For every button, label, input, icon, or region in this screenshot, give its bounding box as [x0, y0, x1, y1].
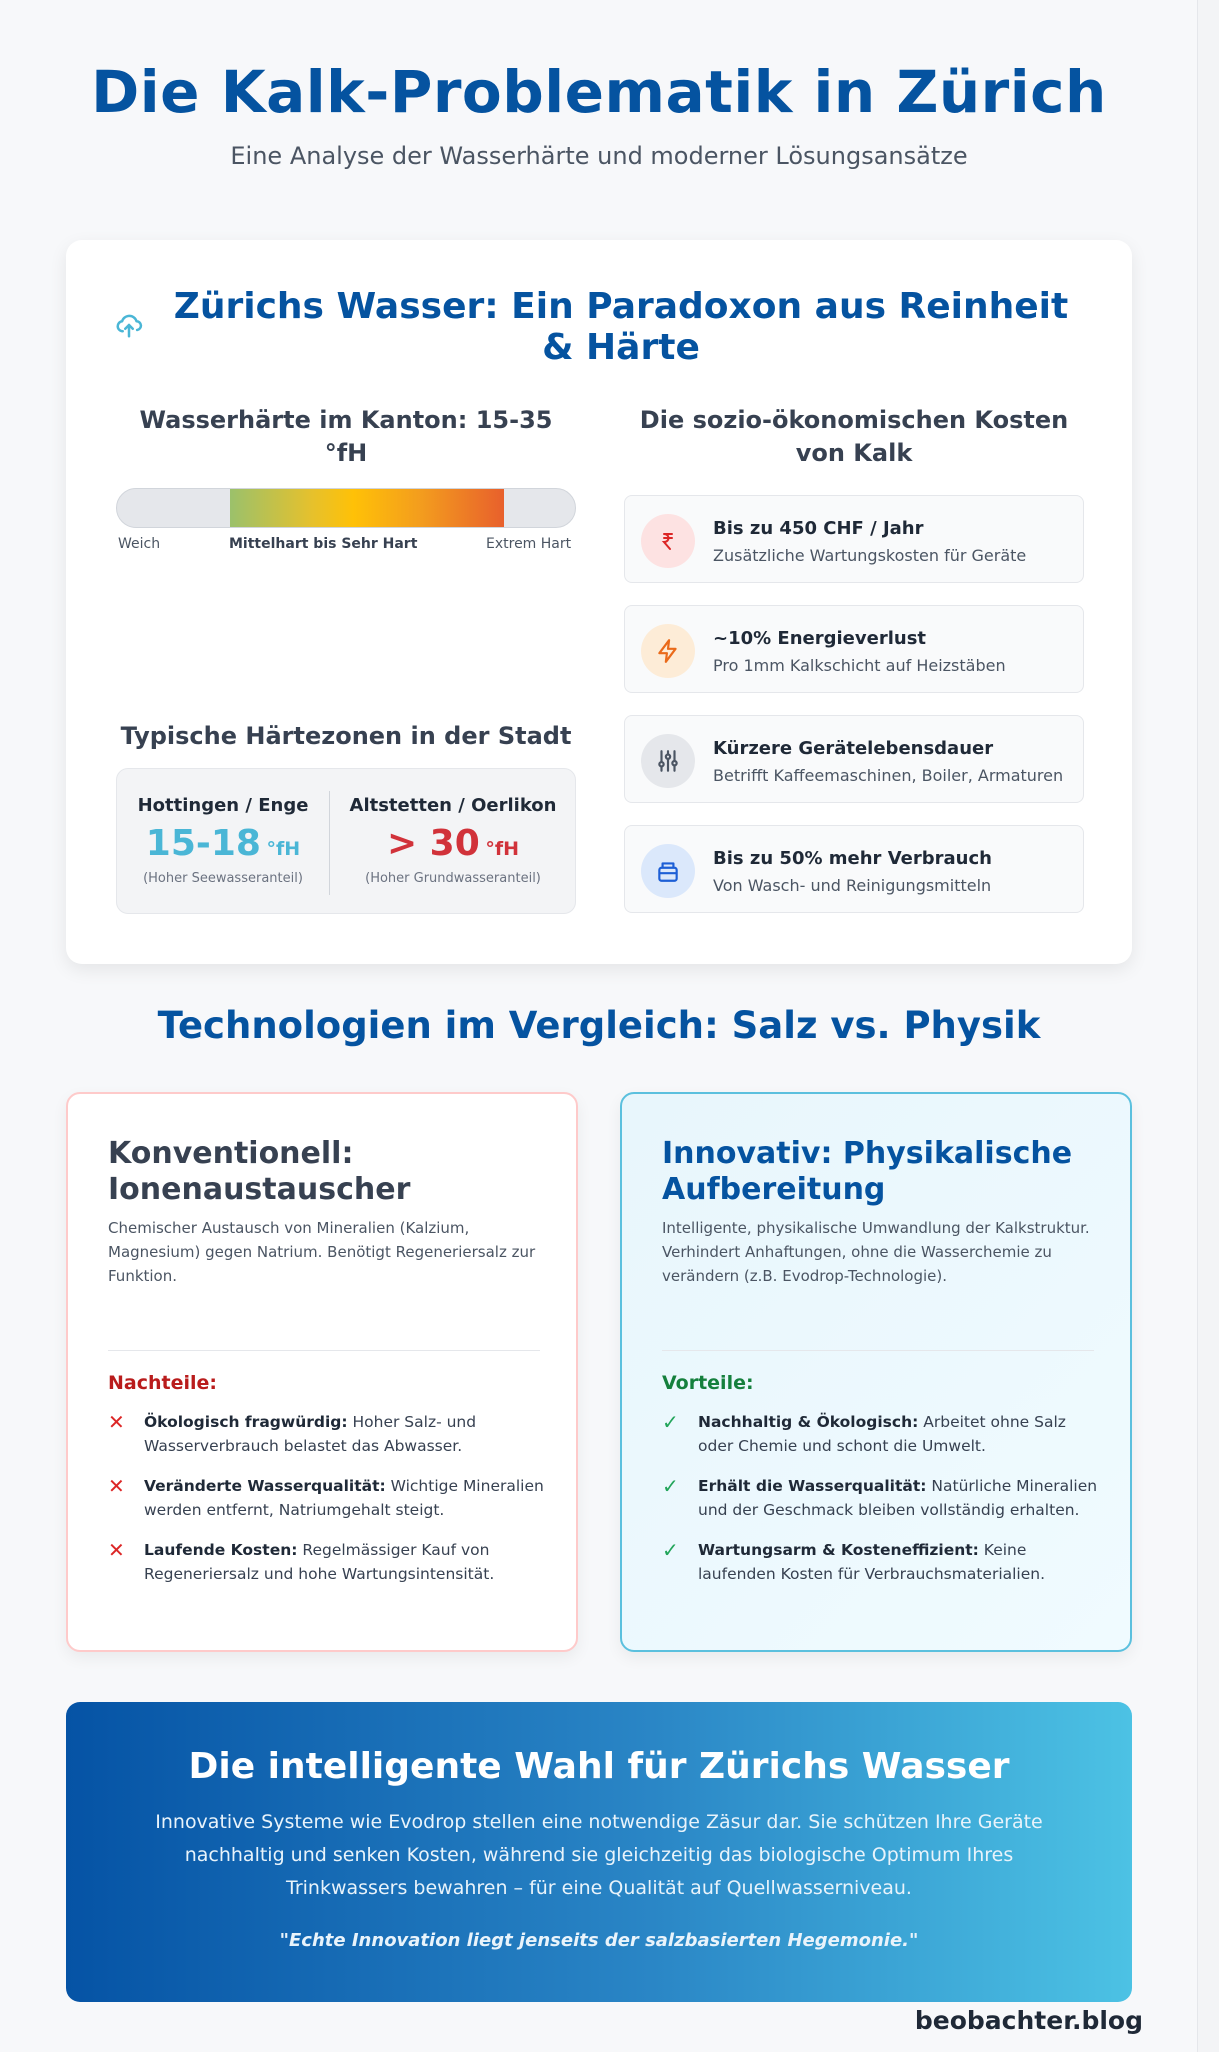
cost-item-maintenance [624, 495, 1084, 583]
advantages-heading: Vorteile: [662, 1372, 754, 1394]
list-item: ✕ Veränderte Wasserqualität: Wichtige Mineralien werden entfernt, Natriumgehalt steigt. [108, 1474, 544, 1519]
conclusion-title: Die intelligente Wahl für Zürichs Wasser [188, 1746, 1010, 1787]
zone-hottingen [117, 769, 329, 915]
zone-note: (Hoher Grundwasseranteil) [365, 871, 541, 886]
detergent-icon [641, 844, 695, 898]
advantages-list [662, 1410, 1102, 1602]
check-icon: ✓ [662, 1474, 679, 1498]
disadvantages-heading: Nachteile: [108, 1372, 217, 1394]
page-title: Die Kalk-Problematik in Zürich [91, 58, 1107, 126]
conventional-title: Konventionell: Ionenaustauscher [108, 1136, 411, 1207]
cost-desc: Zusätzliche Wartungskosten für Geräte [713, 546, 1027, 565]
list-item: ✕ Laufende Kosten: Regelmässiger Kauf von Regeneriersalz und hohe Wartungsintensität. [108, 1538, 495, 1583]
costs-title: Die sozio-ökonomischen Kosten von Kalk [639, 406, 1069, 467]
cost-item-lifespan [624, 715, 1084, 803]
conventional-card [66, 1092, 578, 1652]
check-icon: ✓ [662, 1538, 679, 1562]
conclusion-banner [66, 1702, 1132, 2002]
lightning-icon [641, 624, 695, 678]
sliders-icon [641, 734, 695, 788]
innovative-title: Innovativ: Physikalische Aufbereitung [662, 1136, 1073, 1207]
disadvantages-list [108, 1410, 548, 1602]
cloud-upload-icon [114, 310, 144, 340]
overview-title: Zürichs Wasser: Ein Paradoxon aus Reinheit & Härte [173, 286, 1069, 368]
cost-title: Kürzere Gerätelebensdauer [713, 738, 994, 759]
hardness-title: Wasserhärte im Kanton: 15-35 °fH [139, 406, 553, 467]
zone-name: Hottingen / Enge [137, 795, 309, 816]
overview-card [66, 240, 1132, 964]
zone-name: Altstetten / Oerlikon [349, 795, 557, 816]
zone-note: (Hoher Seewasseranteil) [143, 871, 303, 886]
divider [662, 1350, 1094, 1351]
hardness-range-fill [230, 489, 504, 527]
cost-desc: Pro 1mm Kalkschicht auf Heizstäben [713, 656, 1006, 675]
scale-label-medium: Mittelhart bis Sehr Hart [229, 536, 418, 552]
hardness-scale-bar [116, 488, 576, 528]
conclusion-quote: "Echte Innovation liegt jenseits der salzbasierten Hegemonie." [279, 1930, 919, 1951]
conclusion-body: Innovative Systeme wie Evodrop stellen eine notwendige Zäsur dar. Sie schützen Ihre Geräte nachhaltig und senken Kosten, während sie gleichzeitig das biologische Optimum Ihres Trinkwassers bewahren – für eine Qualität auf Quellwasserniveau. [155, 1811, 1043, 1899]
cost-title: ~10% Energieverlust [713, 628, 927, 649]
zone-value: > 30 °fH [386, 823, 520, 864]
cost-title: Bis zu 450 CHF / Jahr [713, 518, 924, 539]
conventional-desc: Chemischer Austausch von Mineralien (Kalzium, Magnesium) gegen Natrium. Benötigt Regeneriersalz zur Funktion. [108, 1219, 536, 1285]
zone-divider [329, 791, 330, 895]
zone-value: 15-18 °fH [145, 823, 301, 864]
list-item: ✕ Ökologisch fragwürdig: Hoher Salz- und Wasserverbrauch belastet das Abwasser. [108, 1410, 477, 1455]
cost-desc: Von Wasch- und Reinigungsmitteln [713, 876, 992, 895]
brand-watermark: beobachter.blog [914, 2006, 1143, 2035]
zone-altstetten [343, 769, 563, 915]
page-subtitle: Eine Analyse der Wasserhärte und moderner Lösungsansätze [230, 142, 968, 170]
zones-box [116, 768, 576, 914]
innovative-desc: Intelligente, physikalische Umwandlung der Kalkstruktur. Verhindert Anhaftungen, ohne die Wasserchemie zu verändern (z.B. Evodrop-Technologie). [662, 1219, 1090, 1285]
divider [108, 1350, 540, 1351]
zones-title: Typische Härtezonen in der Stadt [120, 722, 572, 750]
cost-item-detergent [624, 825, 1084, 913]
cost-title: Bis zu 50% mehr Verbrauch [713, 848, 992, 869]
cross-icon: ✕ [108, 1474, 125, 1498]
cross-icon: ✕ [108, 1538, 125, 1562]
comparison-title: Technologien im Vergleich: Salz vs. Physik [157, 1004, 1041, 1047]
cost-item-energy [624, 605, 1084, 693]
list-item: ✓ Erhält die Wasserqualität: Natürliche Mineralien und der Geschmack bleiben vollständig erhalten. [662, 1474, 1098, 1519]
list-item: ✓ Nachhaltig & Ökologisch: Arbeitet ohne Salz oder Chemie und schont die Umwelt. [662, 1410, 1066, 1455]
cost-desc: Betrifft Kaffeemaschinen, Boiler, Armaturen [713, 766, 1064, 785]
scale-label-extreme: Extrem Hart [486, 536, 572, 552]
scale-label-soft: Weich [118, 536, 161, 552]
money-icon [641, 514, 695, 568]
check-icon: ✓ [662, 1410, 679, 1434]
innovative-card [620, 1092, 1132, 1652]
list-item: ✓ Wartungsarm & Kosteneffizient: Keine laufenden Kosten für Verbrauchsmaterialien. [662, 1538, 1046, 1583]
cross-icon: ✕ [108, 1410, 125, 1434]
